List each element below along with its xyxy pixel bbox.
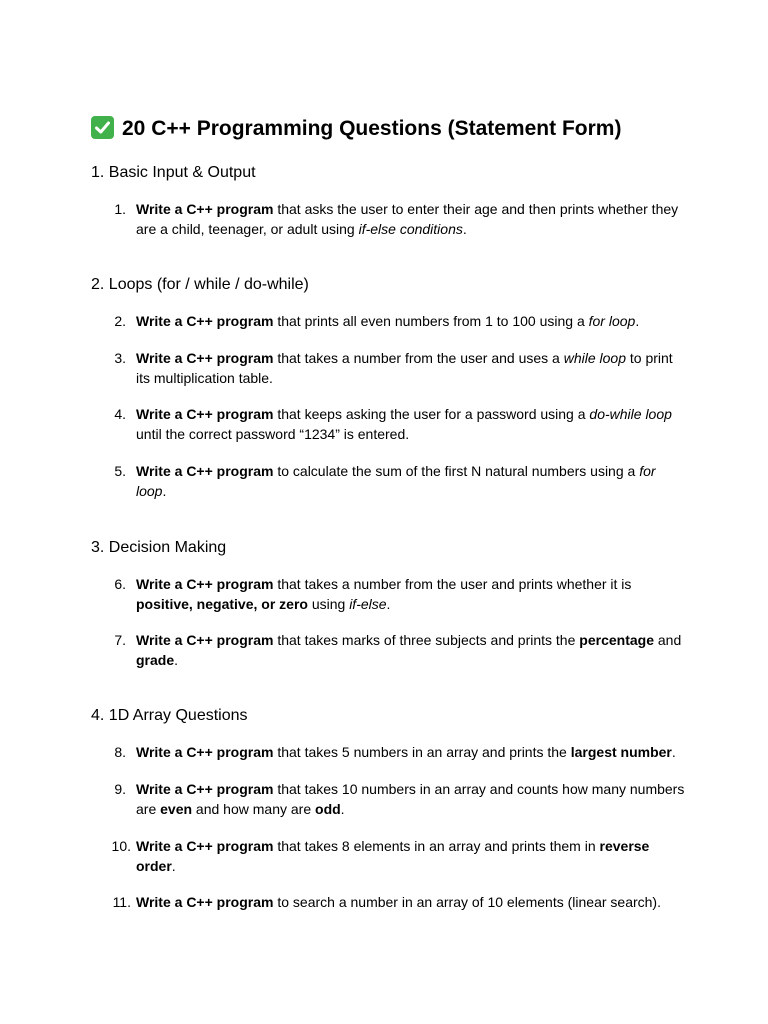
text-run: . [386, 595, 391, 612]
section-heading: 3. Decision Making [91, 539, 227, 556]
item-number: 10. [111, 838, 131, 854]
text-run: that takes marks of three subjects and prints the [273, 632, 580, 648]
text-run: that takes 8 elements in an array and prints them in [273, 838, 600, 854]
bold-text: Write a C++ program [136, 838, 274, 854]
text-run: . [671, 744, 676, 760]
item-text [136, 312, 688, 332]
item-number: 7. [114, 632, 126, 648]
section-heading: 1. Basic Input & Output [91, 164, 256, 181]
bold-text: Write a C++ program [136, 406, 274, 422]
item-number: 1. [114, 201, 126, 217]
bold-text: Write a C++ program [136, 350, 274, 366]
item-text [136, 349, 688, 388]
text-run: . [462, 220, 467, 237]
text-run: that asks the user to enter their age and then prints whether they are a child, teenager, or adult using [136, 201, 679, 237]
item-number: 6. [114, 576, 126, 592]
section-heading: 4. 1D Array Questions [91, 707, 248, 724]
text-run: . [340, 800, 345, 817]
bold-text: even [160, 800, 193, 817]
italic-text: do-while loop [589, 406, 672, 422]
italic-text: for loop [136, 463, 656, 499]
bold-text: odd [315, 800, 341, 817]
bold-text: percentage [579, 632, 654, 648]
bold-text: Write a C++ program [136, 632, 274, 648]
item-text [136, 743, 688, 763]
item-number: 9. [114, 781, 126, 797]
text-run: that keeps asking the user for a password using a [273, 406, 590, 422]
item-text [136, 780, 688, 819]
bold-text: Write a C++ program [136, 201, 274, 217]
text-run: and how many are [192, 800, 316, 817]
section-heading: 2. Loops (for / while / do-while) [91, 276, 309, 293]
text-run: . [171, 857, 176, 874]
item-number: 8. [114, 744, 126, 760]
item-text [136, 837, 688, 876]
bold-text: Write a C++ program [136, 463, 274, 479]
item-text [136, 893, 688, 913]
document-title-text: 20 C++ Programming Questions (Statement Form) [122, 117, 622, 140]
text-run: . [162, 482, 167, 499]
italic-text: while loop [563, 350, 626, 366]
document-title [91, 114, 621, 144]
text-run: that takes 10 numbers in an array and counts how many numbers are [136, 781, 685, 817]
item-number: 2. [114, 313, 126, 329]
bold-text: Write a C++ program [136, 781, 274, 797]
bold-text: Write a C++ program [136, 313, 274, 329]
item-number: 5. [114, 463, 126, 479]
item-text [136, 631, 688, 670]
text-run: and [653, 632, 682, 648]
bold-text: Write a C++ program [136, 894, 274, 910]
text-run: . [174, 651, 179, 668]
item-number: 3. [114, 350, 126, 366]
text-run: that prints all even numbers from 1 to 100 using a [273, 313, 589, 329]
text-run: . [635, 313, 640, 329]
bold-text: positive, negative, or zero [136, 595, 308, 612]
text-run: to print its multiplication table. [136, 350, 673, 386]
item-text [136, 575, 688, 614]
text-run: using [307, 595, 350, 612]
text-run: that takes a number from the user and prints whether it is [273, 576, 632, 592]
item-text [136, 462, 688, 501]
text-run: that takes a number from the user and uses a [273, 350, 564, 366]
item-number: 11. [112, 894, 131, 910]
item-text [136, 200, 688, 239]
bold-text: Write a C++ program [136, 576, 274, 592]
italic-text: if-else conditions [358, 220, 463, 237]
bold-text: grade [136, 651, 175, 668]
text-run: to calculate the sum of the first N natural numbers using a [273, 463, 640, 479]
check-mark-button-icon [91, 116, 114, 139]
item-number: 4. [114, 406, 126, 422]
item-text [136, 405, 688, 444]
bold-text: Write a C++ program [136, 744, 274, 760]
italic-text: if-else [349, 595, 387, 612]
text-run: to search a number in an array of 10 elements (linear search). [273, 894, 661, 910]
bold-text: largest number [570, 744, 672, 760]
italic-text: for loop [588, 313, 636, 329]
text-run: that takes 5 numbers in an array and prints the [273, 744, 571, 760]
bold-text: reverse order [136, 838, 650, 874]
text-run: until the correct password “1234” is entered. [136, 425, 410, 442]
